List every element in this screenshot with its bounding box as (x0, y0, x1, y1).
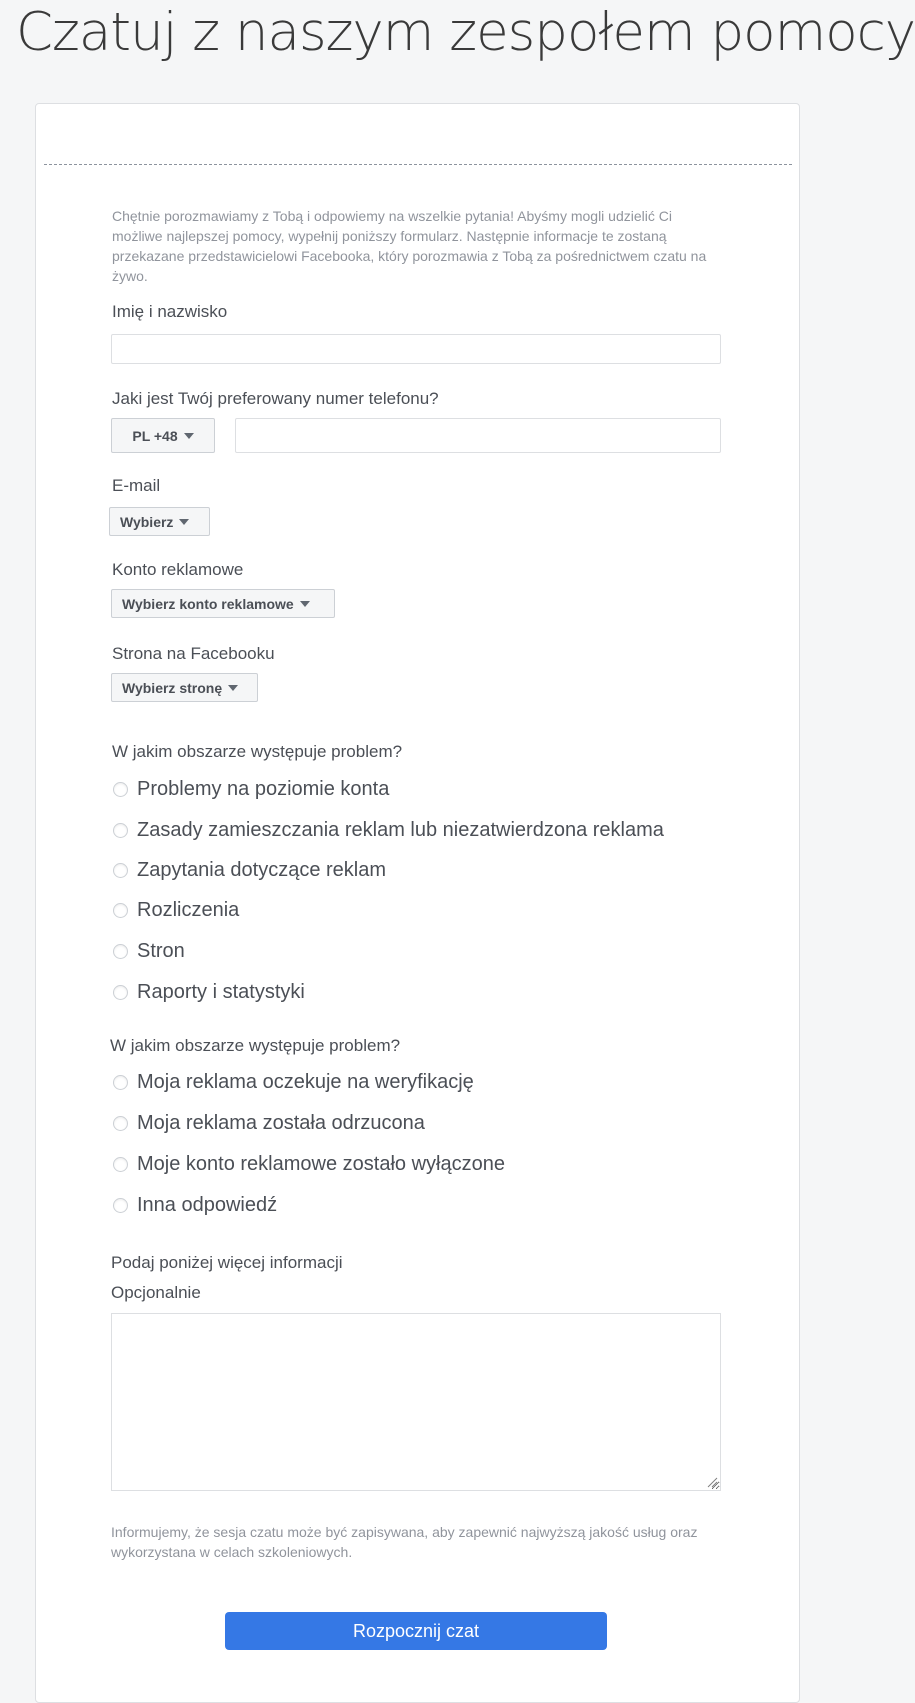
problem-detail-label: W jakim obszarze występuje problem? (110, 1036, 401, 1055)
radio-label: Raporty i statystyki (137, 981, 305, 1003)
radio-label: Moja reklama oczekuje na weryfikację (137, 1071, 474, 1093)
radio-button[interactable] (113, 1116, 128, 1131)
ad-account-dropdown-value: Wybierz konto reklamowe (122, 595, 294, 612)
radio-option[interactable] (113, 818, 664, 842)
radio-label: Problemy na poziomie konta (137, 778, 390, 800)
email-dropdown-value: Wybierz (120, 513, 174, 530)
radio-button[interactable] (113, 1198, 128, 1213)
radio-label: Inna odpowiedź (137, 1194, 278, 1216)
phone-input[interactable] (235, 418, 721, 453)
facebook-page-dropdown[interactable] (111, 673, 258, 702)
ad-account-dropdown[interactable] (111, 589, 335, 618)
radio-option[interactable] (113, 980, 305, 1004)
radio-option[interactable] (113, 1111, 425, 1135)
radio-label: Zapytania dotyczące reklam (137, 859, 387, 881)
radio-option[interactable] (113, 898, 239, 922)
radio-option[interactable] (113, 858, 386, 882)
country-code-dropdown[interactable] (111, 418, 215, 453)
radio-button[interactable] (113, 903, 128, 918)
facebook-page-label: Strona na Facebooku (112, 644, 275, 663)
name-label: Imię i nazwisko (112, 302, 228, 321)
form-intro: Chętnie porozmawiamy z Tobą i odpowiemy na wszelkie pytania! Abyśmy mogli udzielić Ci możliwe najlepszej pomocy, wypełnij poniższy formularz. Następnie informacje te zostaną przekazane przedstawicielowi Facebooka, który porozmawia z Tobą za pośrednictwem czatu na żywo. (112, 208, 707, 284)
radio-option[interactable] (113, 1152, 505, 1176)
phone-label: Jaki jest Twój preferowany numer telefonu? (112, 389, 439, 408)
radio-option[interactable] (113, 1070, 474, 1094)
radio-button[interactable] (113, 823, 128, 838)
radio-button[interactable] (113, 985, 128, 1000)
caret-down-icon (179, 519, 189, 525)
radio-button[interactable] (113, 1075, 128, 1090)
divider (44, 164, 792, 165)
radio-option[interactable] (113, 939, 185, 963)
email-dropdown[interactable] (109, 507, 210, 536)
radio-button[interactable] (113, 944, 128, 959)
optional-sublabel: Opcjonalnie (111, 1283, 201, 1302)
radio-button[interactable] (113, 863, 128, 878)
page-title: Czatuj z naszym zespołem pomocy (16, 2, 915, 63)
radio-option[interactable] (113, 777, 389, 801)
caret-down-icon (300, 601, 310, 607)
problem-area-label: W jakim obszarze występuje problem? (112, 742, 403, 761)
radio-label: Moje konto reklamowe zostało wyłączone (137, 1153, 505, 1175)
more-info-label: Podaj poniżej więcej informacji (111, 1253, 343, 1272)
caret-down-icon (184, 433, 194, 439)
start-chat-button[interactable]: Rozpocznij czat (225, 1612, 607, 1650)
radio-label: Moja reklama została odrzucona (137, 1112, 425, 1134)
recording-disclaimer: Informujemy, że sesja czatu może być zapisywana, aby zapewnić najwyższą jakość usług oraz wykorzystana w celach szkoleniowych. (111, 1524, 698, 1560)
radio-label: Stron (137, 940, 185, 962)
ad-account-label: Konto reklamowe (112, 560, 244, 579)
more-info-textarea[interactable] (111, 1313, 721, 1491)
radio-option[interactable] (113, 1193, 277, 1217)
name-input[interactable] (111, 334, 721, 364)
email-label: E-mail (112, 476, 161, 495)
radio-button[interactable] (113, 782, 128, 797)
resize-grip-icon[interactable] (706, 1476, 718, 1488)
radio-button[interactable] (113, 1157, 128, 1172)
radio-label: Rozliczenia (137, 899, 240, 921)
radio-label: Zasady zamieszczania reklam lub niezatwierdzona reklama (137, 819, 664, 841)
facebook-page-dropdown-value: Wybierz stronę (122, 679, 223, 696)
caret-down-icon (228, 685, 238, 691)
country-code-value: PL +48 (132, 427, 178, 444)
